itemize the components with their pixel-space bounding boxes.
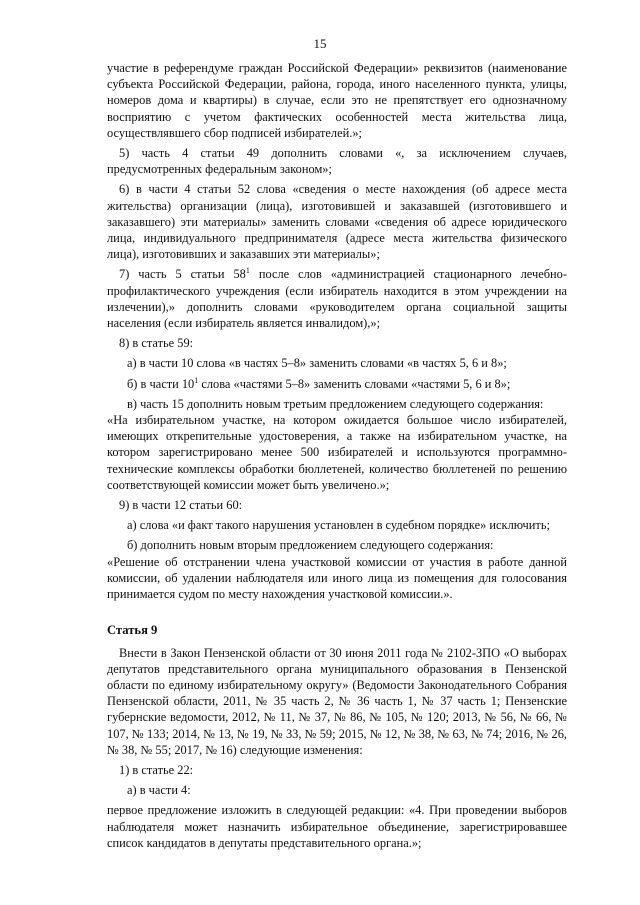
paragraph-item-8: 8) в статье 59: [119,336,194,351]
item-8b-text-a: б) в части 10 [127,376,195,391]
paragraph-item-9: 9) в части 12 статьи 60: [119,498,243,513]
paragraph-item-9a: а) слова «и факт такого нарушения установлен в судебном порядке» исключить; [127,518,550,533]
paragraph-item-8c: в) часть 15 дополнить новым третьим предложением следующего содержания: [127,396,544,411]
paragraph-article-9-item-1a-text: первое предложение изложить в следующей редакции: «4. При проведении выборов наблюдателя может назначить избирательное объединение, зарегистрировавшее список кандидатов в депутаты представительного органа.»; [107,803,567,850]
paragraph-item-5: 5) часть 4 статьи 49 дополнить словами «, за исключением случаев, предусмотренных федеральным законом»; [107,146,567,177]
item-7-superscript: 1 [245,266,250,276]
item-8b-text-b: слова «частями 5–8» заменить словами «частями 5, 6 и 8»; [198,376,511,391]
paragraph-quote-8c: «На избирательном участке, на котором ожидается большое число избирателей, имеющих открепительные удостоверения, а также на избирательном участке, на котором зарегистрировано менее 500 избирателей и используются программно-технические комплексы обработки бюллетеней, количество бюллетеней по решению соответствующей комиссии может быть увеличено.»; [107,413,567,492]
paragraph-item-8a: а) в части 10 слова «в частях 5–8» заменить словами «в частях 5, 6 и 8»; [127,356,507,371]
paragraph-article-9-intro: Внести в Закон Пензенской области от 30 июня 2011 года № 2102-ЗПО «О выборах депутатов представительного органа муниципального образования в Пензенской области по единому избирательному округу» (Ведомости Законодательного Собрания Пензенской области, 2011, № 35 часть 2, № 36 часть 1, № 37 часть 1; Пензенские губернские ведомости, 2012, № 11, № 37, № 86, № 105, № 120; 2013, № 56, № 66, № 107, № 133; 2014, № 13, № 19, № 33, № 59; 2015, № 12, № 38, № 63, № 74; 2016, № 26, № 38, № 55; 2017, № 16) следующие изменения: [107,645,567,757]
item-7-text-b: после слов «администрацией стационарного лечебно-профилактического учреждения (если избиратель находится в этом учреждении на излечении),» дополнить словами «руководителем органа социальной защиты населения (если избиратель является инвалидом),»; [107,267,567,331]
paragraph-item-8b [107,376,567,392]
paragraph-item-7 [107,266,567,331]
document-body [107,60,567,853]
paragraph-item-6: 6) в части 4 статьи 52 слова «сведения о месте нахождения (об адресе места жительства) организации (лица), изготовившей и заказавшей (изготовившего и заказавшего) эти материалы» заменить словами «сведения об адресе юридического лица, индивидуального предпринимателя (адресе места жительства физического лица), изготовивших и заказавших эти материалы»; [107,182,567,262]
article-heading: Статья 9 [107,623,158,638]
page-number: 15 [313,36,327,51]
item-8b-superscript: 1 [194,375,199,385]
paragraph-article-9-item-1a: а) в части 4: [127,783,191,798]
paragraph-quote-9b: «Решение об отстранении члена участковой комиссии от участия в работе данной комиссии, об удалении наблюдателя или иного лица из помещения для голосования принимается судом по месту нахождения участковой комиссии.». [107,554,567,602]
item-7-text-a: 7) часть 5 статьи 58 [119,267,246,282]
paragraph-article-9-item-1: 1) в статье 22: [119,762,194,777]
paragraph-continuation: участие в референдуме граждан Российской Федерации» реквизитов (наименование субъекта Российской Федерации, района, города, иного населенного пункта, улицы, номеров дома и квартиры) в случае, если это не препятствует его однозначному восприятию с учетом фактических особенностей места жительства лица, осуществлявшего сбор подписей избирателей.»; [107,61,567,140]
paragraph-item-9b: б) дополнить новым вторым предложением следующего содержания: [127,538,494,553]
